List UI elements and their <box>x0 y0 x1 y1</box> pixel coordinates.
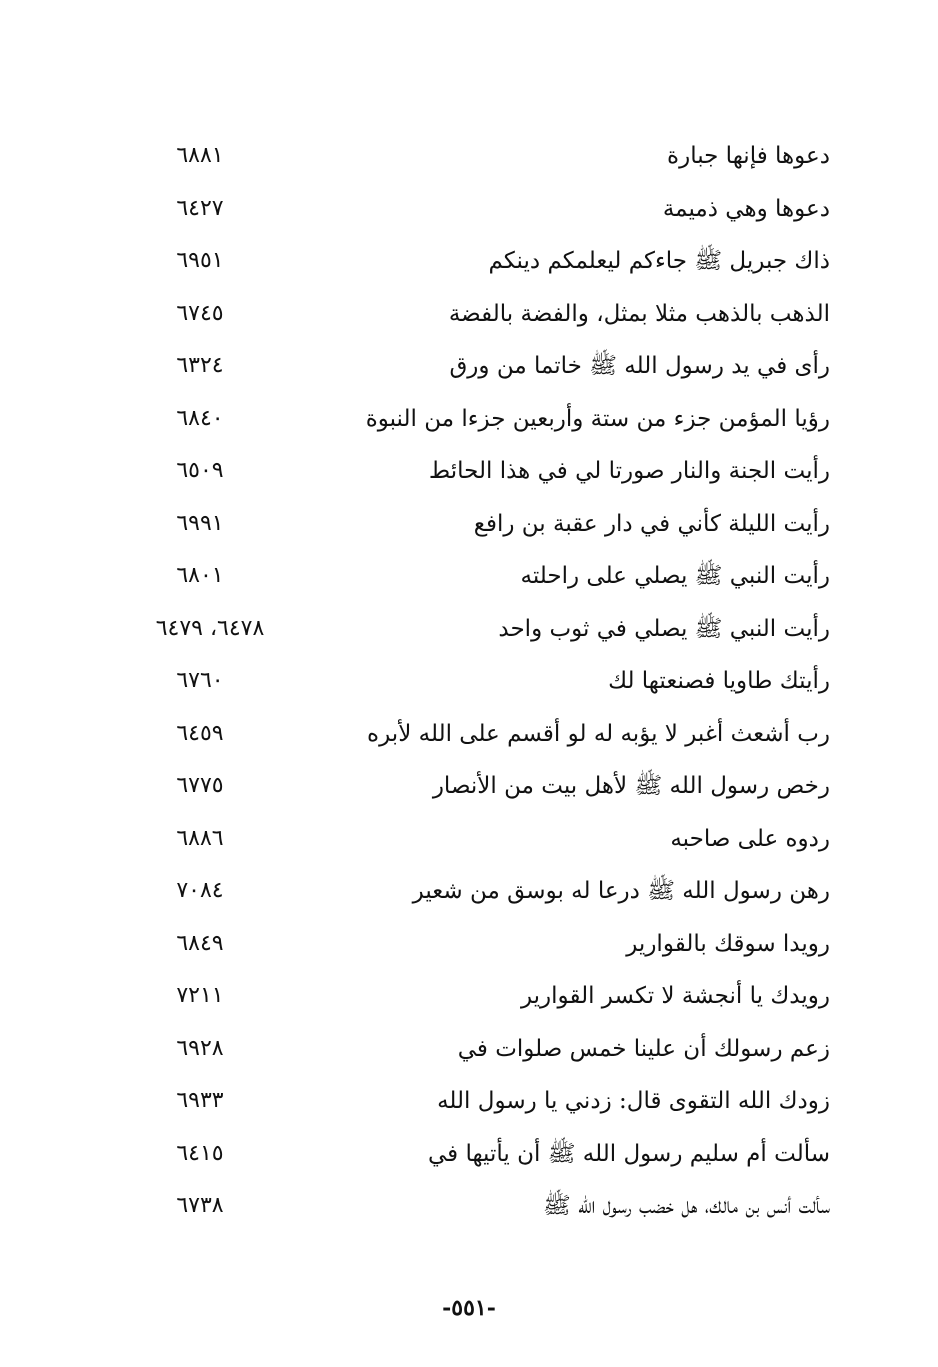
hadith-number: ٦٨٤٩ <box>176 930 224 956</box>
index-entry <box>130 501 830 554</box>
index-entry <box>130 343 830 396</box>
hadith-number: ٦٧٣٨ <box>176 1193 224 1218</box>
index-entry <box>130 1078 830 1131</box>
index-entry <box>130 816 830 869</box>
hadith-number: ٦٤١٥ <box>176 1140 224 1166</box>
hadith-phrase: رخص رسول الله ﷺ لأهل بيت من الأنصار <box>432 773 830 799</box>
index-entry <box>130 133 830 186</box>
index-entry <box>130 1183 830 1236</box>
hadith-number: ٦٨٤٠ <box>176 405 224 431</box>
hadith-phrase: سألت أنس بن مالك، هل خضب رسول الله ﷺ <box>543 1193 830 1219</box>
hadith-phrase: رويدا سوقك بالقوارير <box>626 930 830 957</box>
hadith-phrase: زعم رسولك أن علينا خمس صلوات في <box>457 1035 830 1062</box>
hadith-phrase: رأيت النبي ﷺ يصلي في ثوب واحد <box>498 615 830 642</box>
hadith-phrase: رأيت الليلة كأني في دار عقبة بن رافع <box>473 510 830 537</box>
hadith-number: ٦٧٤٥ <box>176 300 224 326</box>
hadith-phrase: الذهب بالذهب مثلا بمثل، والفضة بالفضة <box>448 300 830 327</box>
hadith-number: ٦٨٨١ <box>176 143 224 168</box>
hadith-number: ٦٩٩١ <box>176 510 224 536</box>
hadith-number: ٦٩٢٨ <box>176 1035 224 1061</box>
hadith-number: ٦٧٦٠ <box>176 668 224 693</box>
page-number: -٥٥١- <box>442 1295 496 1321</box>
index-entry <box>130 291 830 344</box>
hadith-number: ٦٤٧٨، ٦٤٧٩ <box>155 615 265 641</box>
hadith-number: ٦٤٢٧ <box>176 195 224 221</box>
hadith-number: ٦٩٣٣ <box>176 1088 224 1113</box>
hadith-phrase: رب أشعث أغبر لا يؤبه له لو أقسم على الله لأبره <box>367 720 830 747</box>
hadith-number: ٦٨٠١ <box>176 563 224 588</box>
index-entry <box>130 921 830 974</box>
index-entry <box>130 1026 830 1079</box>
hadith-phrase: سألت أم سليم رسول الله ﷺ أن يأتيها في <box>427 1140 830 1167</box>
hadith-number: ٧٢١١ <box>176 983 224 1008</box>
hadith-phrase: ردوه على صاحبه <box>670 825 830 852</box>
index-entry <box>130 973 830 1026</box>
index-entry <box>130 396 830 449</box>
index-entry <box>130 1131 830 1184</box>
index-entry <box>130 868 830 921</box>
hadith-phrase: رأيتك طاويا فصنعتها لك <box>608 668 830 694</box>
index-entry <box>130 186 830 239</box>
hadith-phrase: رويدك يا أنجشة لا تكسر القوارير <box>520 983 830 1009</box>
hadith-phrase: رأيت النبي ﷺ يصلي على راحلته <box>520 563 830 589</box>
hadith-number: ٧٠٨٤ <box>176 878 224 903</box>
hadith-number: ٦٤٥٩ <box>176 720 224 746</box>
index-entry <box>130 553 830 606</box>
index-entry <box>130 658 830 711</box>
hadith-phrase: رؤيا المؤمن جزء من ستة وأربعين جزءا من النبوة <box>365 405 830 432</box>
hadith-number: ٦٨٨٦ <box>176 825 224 851</box>
hadith-phrase: رأيت الجنة والنار صورتا لي في هذا الحائط <box>428 458 830 484</box>
index-entry <box>130 711 830 764</box>
hadith-phrase: رأى في يد رسول الله ﷺ خاتما من ورق <box>449 353 830 379</box>
hadith-phrase: زودك الله التقوى قال: زدني يا رسول الله <box>437 1088 830 1114</box>
hadith-phrase: ذاك جبريل ﷺ جاءكم ليعلمكم دينكم <box>488 248 830 274</box>
index-entry <box>130 448 830 501</box>
index-entry <box>130 763 830 816</box>
hadith-phrase: رهن رسول الله ﷺ درعا له بوسق من شعير <box>412 878 830 904</box>
index-entry <box>130 606 830 659</box>
hadith-number: ٦٣٢٤ <box>176 353 224 378</box>
hadith-phrase: دعوها فإنها جبارة <box>667 143 830 169</box>
hadith-phrase: دعوها وهي ذميمة <box>662 195 830 222</box>
hadith-number: ٦٩٥١ <box>176 248 224 273</box>
index-entry <box>130 238 830 291</box>
hadith-number: ٦٧٧٥ <box>176 773 224 798</box>
hadith-index-list <box>130 133 830 1236</box>
hadith-number: ٦٥٠٩ <box>176 458 224 483</box>
